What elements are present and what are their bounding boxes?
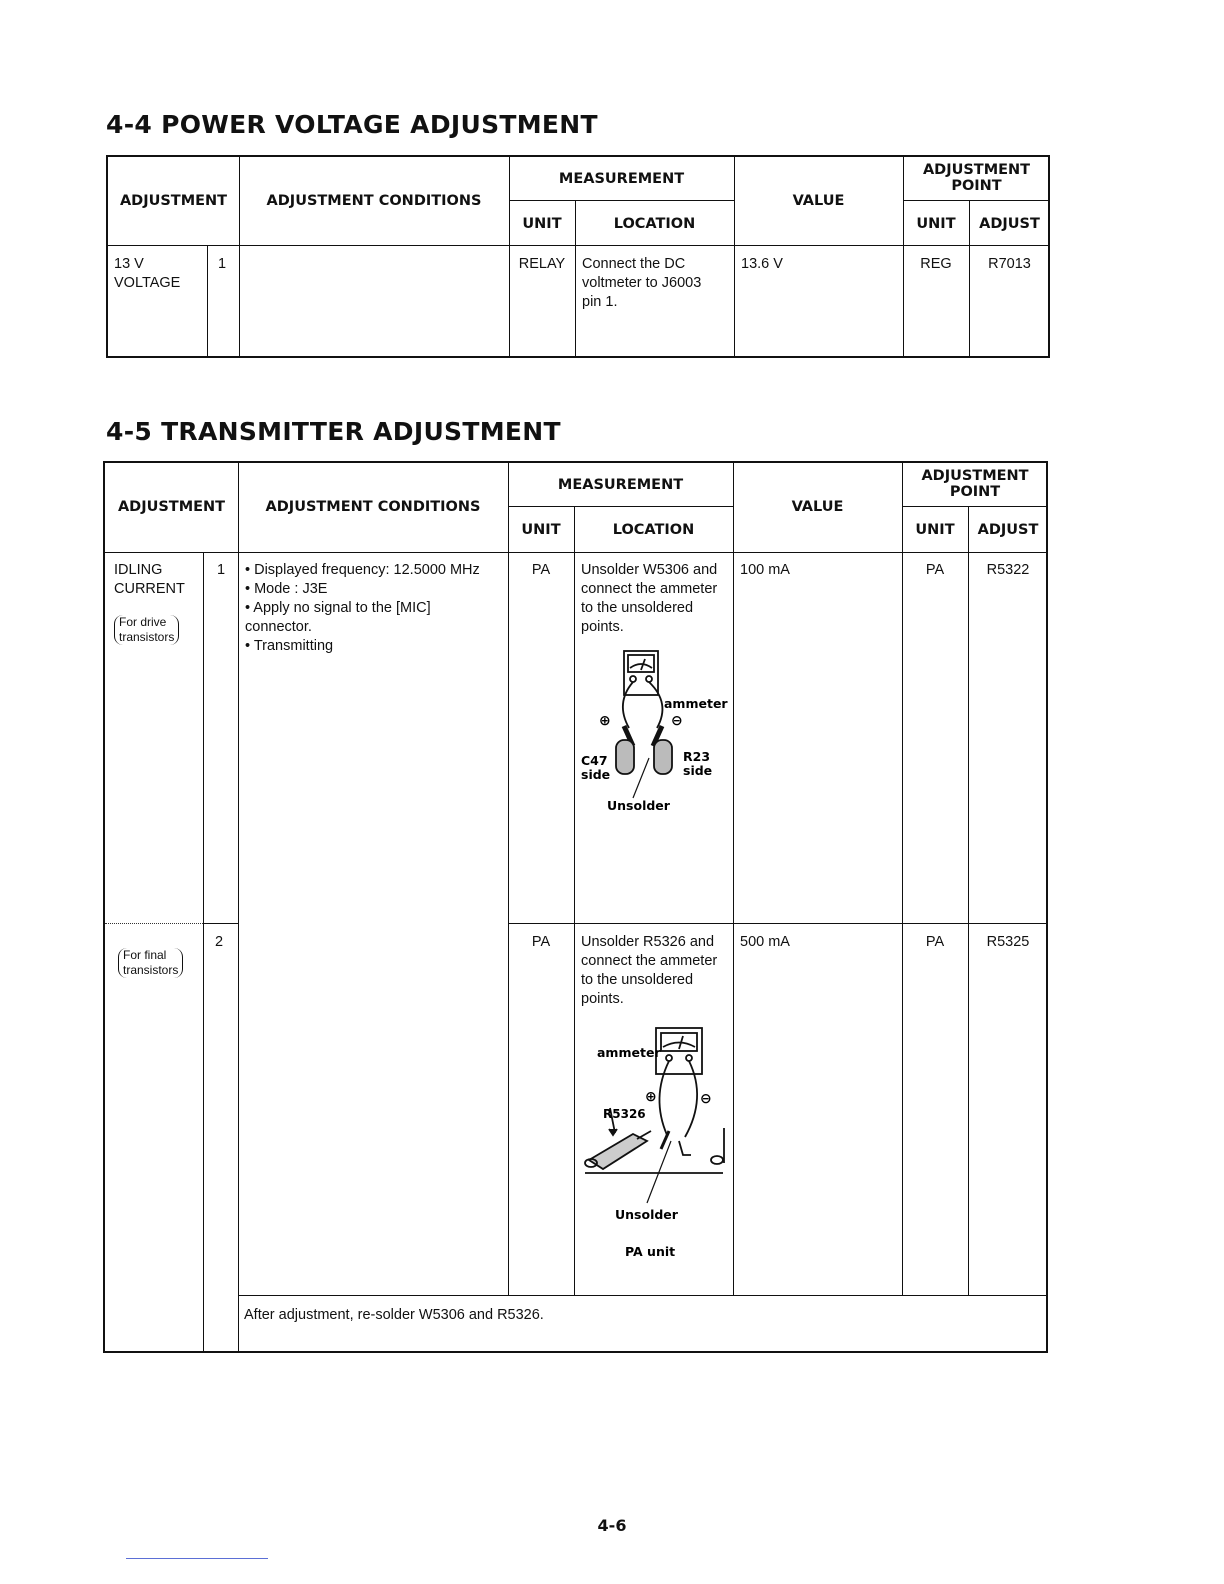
c47-side-pad (616, 740, 634, 774)
ammeter-connection-diagram-2 (577, 1023, 737, 1258)
header-adj-unit: UNIT (916, 216, 956, 232)
header-adjustment-point: ADJUSTMENT POINT (921, 468, 1029, 500)
measurement-unit: PA (531, 562, 551, 578)
minus-terminal-icon: ⊖ (671, 713, 683, 729)
pa-unit-label: PA unit (625, 1244, 676, 1258)
positive-lead (659, 1061, 669, 1135)
target-value: 100 mA (740, 562, 790, 578)
adjustment-control: R5322 (986, 562, 1030, 578)
header-adjust: ADJUST (979, 216, 1040, 232)
target-value: 13.6 V (741, 256, 783, 272)
step-number: 1 (218, 256, 227, 272)
header-measurement: MEASUREMENT (557, 477, 684, 493)
header-adjust: ADJUST (977, 522, 1039, 538)
r23-label: R23 side (683, 749, 713, 778)
adjustment-control: R7013 (988, 256, 1031, 272)
r5326-label: R5326 (603, 1107, 646, 1121)
negative-lead (685, 1061, 697, 1137)
adjustment-conditions: • Displayed frequency: 12.5000 MHz • Mode : J3E • Apply no signal to the [MIC] connector. • Transmitting (245, 562, 480, 654)
post-adjustment-note: After adjustment, re-solder W5306 and R5326. (244, 1307, 544, 1323)
ammeter-label: ammeter (597, 1045, 661, 1060)
negative-lead (649, 682, 662, 728)
ammeter-connection-diagram-1 (567, 648, 737, 823)
measurement-location: Connect the DC voltmeter to J6003 pin 1. (582, 256, 702, 310)
footer-rule (126, 1558, 268, 1559)
plus-terminal-icon: ⊕ (599, 713, 611, 729)
adjustment-control: R5325 (986, 934, 1030, 950)
header-value: VALUE (791, 499, 844, 515)
header-unit: UNIT (522, 216, 562, 232)
header-measurement: MEASUREMENT (558, 171, 685, 187)
final-transistors-label: For final transistors (118, 948, 183, 978)
header-adjustment: ADJUSTMENT (119, 193, 228, 209)
r23-side-pad (654, 740, 672, 774)
adjustment-unit: PA (925, 934, 945, 950)
step-number: 1 (217, 562, 226, 578)
measurement-unit: RELAY (518, 256, 566, 272)
final-transistors-note (118, 933, 183, 978)
plus-terminal-icon: ⊕ (645, 1089, 657, 1105)
section-title-4-4: 4-4 POWER VOLTAGE ADJUSTMENT (106, 110, 598, 139)
ammeter-label: ammeter (664, 696, 728, 711)
header-location: LOCATION (613, 216, 696, 232)
minus-terminal-icon: ⊖ (700, 1091, 712, 1107)
drive-transistors-label: For drive transistors (114, 615, 179, 645)
header-unit: UNIT (521, 522, 561, 538)
measurement-unit: PA (531, 934, 551, 950)
step-number: 2 (215, 934, 224, 950)
c47-label: C47 side (581, 753, 611, 782)
header-adjustment-conditions: ADJUSTMENT CONDITIONS (265, 499, 481, 515)
adjustment-unit: REG (920, 256, 952, 272)
adjustment-unit: PA (925, 562, 945, 578)
adjustment-name: 13 V VOLTAGE (114, 256, 181, 291)
header-adjustment-conditions: ADJUSTMENT CONDITIONS (266, 193, 482, 209)
header-value: VALUE (792, 193, 845, 209)
unsolder-label: Unsolder (607, 798, 670, 813)
adjustment-name: IDLING CURRENT (114, 562, 185, 597)
header-location: LOCATION (612, 522, 695, 538)
drive-transistors-note (114, 600, 179, 645)
header-adj-unit: UNIT (915, 522, 955, 538)
measurement-location: Unsolder R5326 and connect the ammeter to the unsoldered points. (581, 934, 718, 1007)
unsolder-label: Unsolder (615, 1207, 678, 1222)
header-adjustment: ADJUSTMENT (117, 499, 226, 515)
header-adjustment-point: ADJUSTMENT POINT (922, 162, 1031, 194)
power-voltage-table (106, 155, 1050, 358)
measurement-location: Unsolder W5306 and connect the ammeter to the unsoldered points. (581, 562, 718, 635)
section-title-4-5: 4-5 TRANSMITTER ADJUSTMENT (106, 417, 561, 446)
transmitter-table (103, 461, 1048, 1353)
target-value: 500 mA (740, 934, 790, 950)
page-number: 4-6 (597, 1516, 627, 1535)
